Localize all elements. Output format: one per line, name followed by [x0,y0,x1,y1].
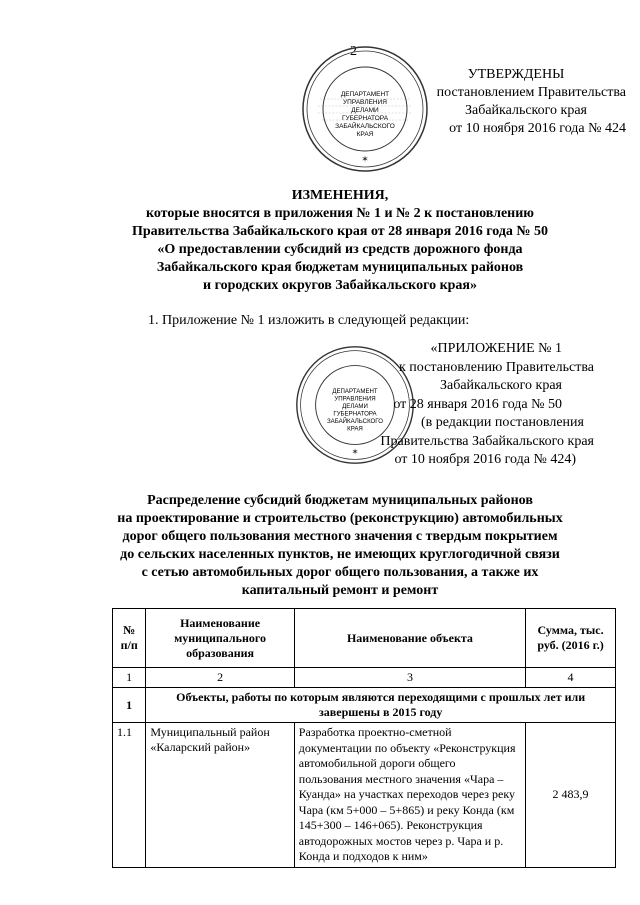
table-row [113,723,616,868]
col-number: 1 [113,668,146,688]
distribution-title-line: на проектирование и строительство (реконструкцию) автомобильных [117,511,563,526]
annex-line: от 10 ноября 2016 года № 424) [394,452,576,467]
distribution-title-line: с сетью автомобильных дорог общего пользования, а также их [141,565,539,580]
distribution-title-line: дорог общего пользования местного значения с твердым покрытием [122,529,558,544]
annex-line: (в редакции постановления [420,415,584,430]
table-header-row [113,609,616,668]
row-sum: 2 483,9 [526,723,616,868]
svg-text:✶: ✶ [361,154,369,164]
heading-line: которые вносятся в приложения № 1 и № 2 к постановлению [145,206,535,221]
header-object: Наименование объекта [294,609,525,668]
annex-line: от 28 января 2016 года № 50 [393,396,562,412]
svg-text:КРАЯ: КРАЯ [356,131,374,138]
page-number: 2 [350,44,357,59]
annex-line: к постановлению Правительства [398,359,594,375]
document-heading [60,187,620,295]
distribution-title-line: капитальный ремонт и ремонт [241,583,439,598]
col-number: 4 [526,668,616,688]
annex-line: Правительства Забайкальского края [380,433,594,449]
heading-line: и городских округов Забайкальского края» [203,278,477,293]
heading-line: ИЗМЕНЕНИЯ, [291,188,389,203]
item-1-text: 1. Приложение № 1 изложить в следующей редакции: [148,313,470,328]
svg-text:КРАЯ: КРАЯ [347,425,363,433]
row-municipality: Муниципальный район «Каларский район» [146,723,294,868]
approval-line: Забайкальского края [464,103,587,118]
approval-line: от 10 ноября 2016 года № 424 [449,121,626,136]
svg-text:ЗАБАЙКАЛЬСКОГО: ЗАБАЙКАЛЬСКОГО [327,417,383,425]
svg-text:ГУБЕРНАТОРА: ГУБЕРНАТОРА [333,410,377,418]
row-object: Разработка проектно-сметной документации по объекту «Реконструкция автомобильной дороги общего пользования местного значения «Чара – Куанда» на участках переходов через реку Чара (км 5+000 – 5+865) и реку Конда (км 145+300 – 146+065). Реконструкция автодорожных мостов через р. Чара и р. Конда и подходов к ним» [294,723,525,868]
heading-line: «О предоставлении субсидий из средств дорожного фонда [157,242,523,257]
svg-text:УПРАВЛЕНИЯ: УПРАВЛЕНИЯ [343,99,387,106]
column-number-row [113,668,616,688]
svg-text:ДЕПАРТАМЕНТ: ДЕПАРТАМЕНТ [332,387,378,395]
section-title: Объекты, работы по которым являются переходящими с прошлых лет или завершены в 2015 году [146,688,616,723]
header-sum: Сумма, тыс. руб. (2016 г.) [526,609,616,668]
section-row [113,688,616,723]
distribution-title-line: до сельских населенных пунктов, не имеющих круглогодичной связи [120,547,560,562]
annex-line: Забайкальского края [439,378,562,393]
svg-text:✶: ✶ [351,446,359,457]
approval-title: УТВЕРЖДЕНЫ [467,67,565,82]
header-number: № п/п [113,609,146,668]
section-number: 1 [113,688,146,723]
col-number: 3 [294,668,525,688]
heading-line: Правительства Забайкальского края от 28 января 2016 года № 50 [131,224,549,239]
distribution-title-line: Распределение субсидий бюджетам муниципальных районов [147,493,533,508]
svg-text:ДЕЛАМИ: ДЕЛАМИ [351,107,379,114]
heading-line: Забайкальского края бюджетам муниципальных районов [156,260,524,275]
svg-text:ЗАБАЙКАЛЬСКОГО: ЗАБАЙКАЛЬСКОГО [335,123,395,130]
subsidy-table [112,608,616,868]
col-number: 2 [146,668,294,688]
annex-block [300,340,620,470]
row-number: 1.1 [113,723,146,868]
distribution-title [60,492,620,600]
svg-text:УПРАВЛЕНИЯ: УПРАВЛЕНИЯ [334,395,376,403]
annex-title: «ПРИЛОЖЕНИЕ № 1 [430,341,562,356]
approval-line: постановлением Правительства [436,85,626,100]
svg-text:ДЕЛАМИ: ДЕЛАМИ [342,402,368,410]
approval-block [386,66,626,138]
seal-text: ДЕПАРТАМЕНТ [340,91,390,98]
header-municipality: Наименование муниципального образования [146,609,294,668]
svg-text:ГУБЕРНАТОРА: ГУБЕРНАТОРА [341,115,389,122]
